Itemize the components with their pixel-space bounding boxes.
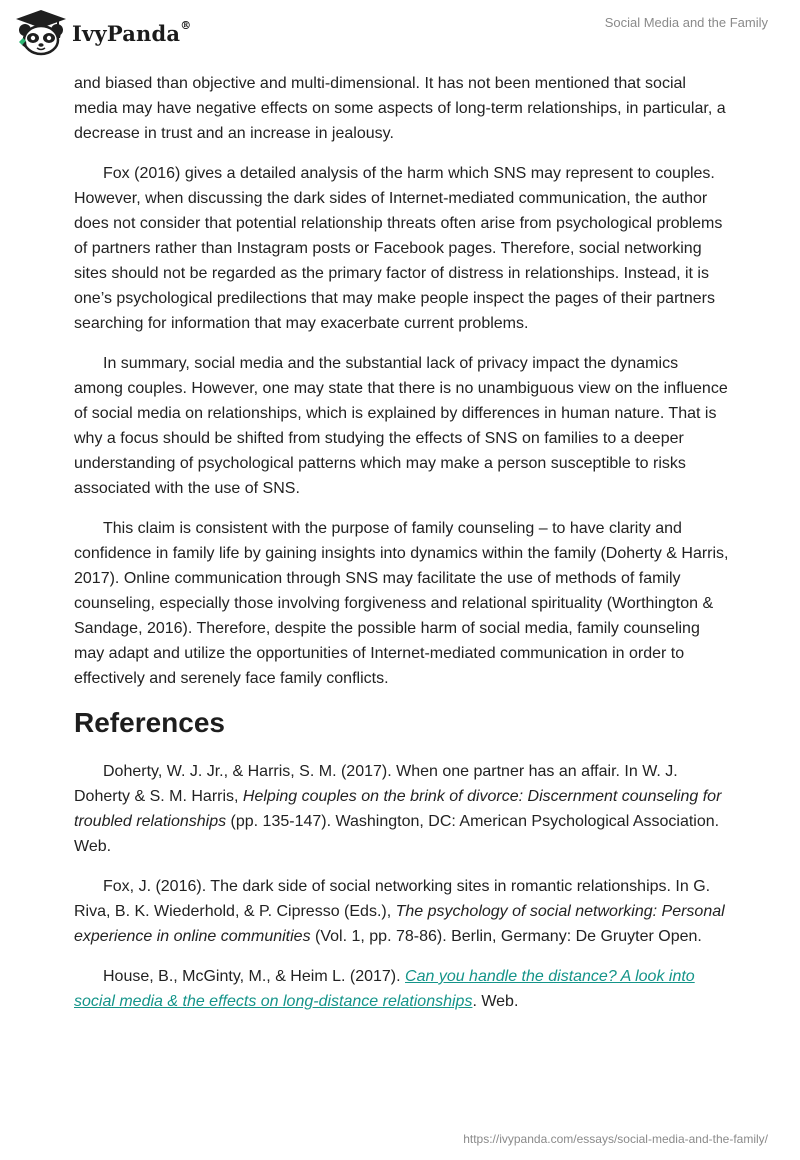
paragraph-family-counseling: This claim is consistent with the purpose of family counseling – to have clarity and confidence in family life by gaining insights into dynamics within the family (Doherty & Harris, 2017). Online communication through SNS may facilitate the use of methods of family counseling, especially those involving forgiveness and relational spirituality (Worthington & Sandage, 2016). Therefore, despite the possible harm of social media, family counseling may adapt and utilize the opportunities of Internet-mediated communication in order to effectively and serenely face family conflicts. (74, 520, 729, 687)
reference-doherty-title: Helping couples on the brink of divorce: Discernment counseling for troubled relationships (74, 788, 722, 830)
reference-house: House, B., McGinty, M., & Heim L. (2017). Can you handle the distance? A look into social media & the effects on long-distance relationships. Web. (74, 968, 695, 1010)
essay-content (74, 71, 730, 1029)
brand-name: IvyPanda® (72, 18, 192, 46)
ivypanda-logo[interactable] (14, 8, 191, 58)
paragraph-summary: In summary, social media and the substantial lack of privacy impact the dynamics among couples. However, one may state that there is no unambiguous view on the influence of social media on relationships, which is explained by differences in human nature. That is why a focus should be shifted from studying the effects of SNS on families to a deeper understanding of psychological patterns which may make a person susceptible to risks associated with the use of SNS. (74, 355, 728, 497)
reference-doherty: Doherty, W. J. Jr., & Harris, S. M. (2017). When one partner has an affair. In W. J. Doherty & S. M. Harris, Helping couples on the brink of divorce: Discernment counseling for troubled relationships (pp. 135-147). Washington, DC: American Psychological Association. Web. (74, 763, 722, 855)
page-header (0, 0, 800, 70)
paragraph-continuation: and biased than objective and multi-dimensional. It has not been mentioned that social media may have negative effects on some aspects of long-term relationships, in particular, a decrease in trust and an increase in jealousy. (74, 75, 726, 142)
paragraph-fox-analysis: Fox (2016) gives a detailed analysis of the harm which SNS may represent to couples. However, when discussing the dark sides of Internet-mediated communication, the author does not consider that potential relationship threats often arise from psychological problems of partners rather than Instagram posts or Facebook pages. Therefore, social networking sites should not be regarded as the primary factor of distress in relationships. Instead, it is one’s psychological predilections that may make people inspect the pages of their partners searching for information that may exacerbate current problems. (74, 165, 723, 332)
reference-fox-title: The psychology of social networking: Personal experience in online communities (74, 903, 725, 945)
reference-house-link[interactable]: Can you handle the distance? A look into social media & the effects on long-distance relationships (74, 968, 695, 1010)
reference-fox: Fox, J. (2016). The dark side of social networking sites in romantic relationships. In G. Riva, B. K. Wiederhold, & P. Cipresso (Eds.), The psychology of social networking: Personal experience in online communities (Vol. 1, pp. 78-86). Berlin, Germany: De Gruyter Open. (74, 878, 725, 945)
document-title: Social Media and the Family (604, 15, 768, 30)
footer-source-url: https://ivypanda.com/essays/social-media-and-the-family/ (463, 1132, 768, 1146)
panda-graduate-icon (14, 8, 68, 58)
references-heading: References (74, 707, 225, 738)
